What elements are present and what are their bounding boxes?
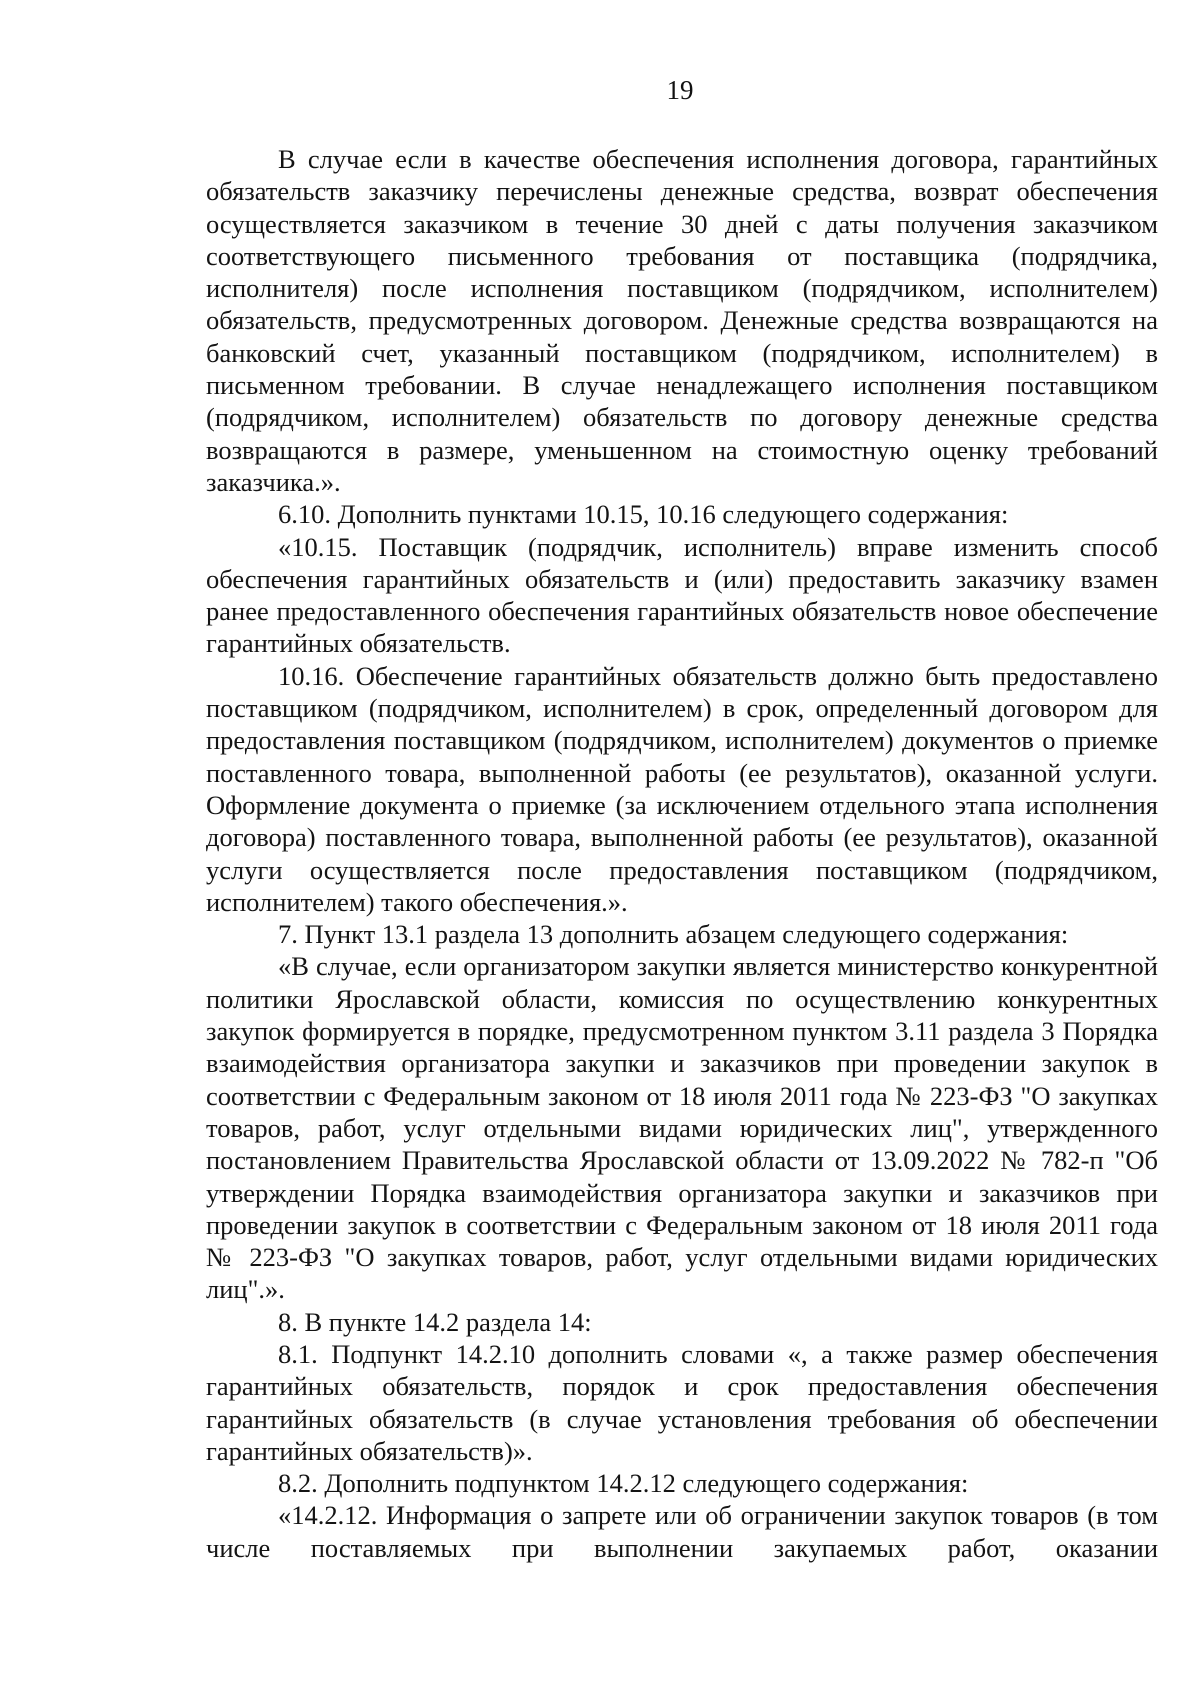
- paragraph-item-8-1: 8.1. Подпункт 14.2.10 дополнить словами «, а также размер обеспечения гарантийных обязательств, порядок и срок предоставления обеспечения гарантийных обязательств (в случае установления требования об обеспечении гарантийных обязательств)».: [206, 1338, 1158, 1466]
- paragraph-item-10-15: «10.15. Поставщик (подрядчик, исполнитель) вправе изменить способ обеспечения гарантийных обязательств и (или) предоставить заказчику взамен ранее предоставленного обеспечения гарантийных обязательств новое обеспечение гарантийных обязательств.: [206, 531, 1158, 659]
- paragraph-item-6-10: 6.10. Дополнить пунктами 10.15, 10.16 следующего содержания:: [278, 499, 1009, 530]
- paragraph-item-14-2-12: «14.2.12. Информация о запрете или об ограничении закупок товаров (в том числе поставляемых при выполнении закупаемых работ, оказании: [206, 1500, 1158, 1563]
- paragraph-item-8: 8. В пункте 14.2 раздела 14:: [278, 1306, 592, 1337]
- paragraph-item-10-16: 10.16. Обеспечение гарантийных обязательств должно быть предоставлено поставщиком (подрядчиком, исполнителем) в срок, определенный договором для предоставления поставщиком (подрядчиком, исполнителем) документов о приемке поставленного товара, выполненной работы (ее результатов), оказанной услуги. Оформление документа о приемке (за исключением отдельного этапа исполнения договора) поставленного товара, выполненной работы (ее результатов), оказанной услуги осуществляется после предоставления поставщиком (подрядчиком, исполнителем) такого обеспечения.».: [206, 660, 1158, 917]
- paragraph-item-7: 7. Пункт 13.1 раздела 13 дополнить абзацем следующего содержания:: [278, 919, 1069, 950]
- document-body: [206, 143, 1158, 1564]
- paragraph-item-13-1-addition: «В случае, если организатором закупки является министерство конкурентной политики Ярославской области, комиссия по осуществлению конкурентных закупок формируется в порядке, предусмотренном пунктом 3.11 раздела 3 Порядка взаимодействия организатора закупки и заказчиков при проведении закупок в соответствии с Федеральным законом от 18 июля 2011 года № 223-ФЗ "О закупках товаров, работ, услуг отдельными видами юридических лиц", утвержденного постановлением Правительства Ярославской области от 13.09.2022 № 782-п "Об утверждении Порядка взаимодействия организатора закупки и заказчиков при проведении закупок в соответствии с Федеральным законом от 18 июля 2011 года № 223-ФЗ "О закупках товаров, работ, услуг отдельными видами юридических лиц".».: [206, 951, 1158, 1305]
- paragraph-deposit-return: В случае если в качестве обеспечения исполнения договора, гарантийных обязательств заказчику перечислены денежные средства, возврат обеспечения осуществляется заказчиком в течение 30 дней с даты получения заказчиком соответствующего письменного требования от поставщика (подрядчика, исполнителя) после исполнения поставщиком (подрядчиком, исполнителем) обязательств, предусмотренных договором. Денежные средства возвращаются на банковский счет, указанный поставщиком (подрядчиком, исполнителем) в письменном требовании. В случае ненадлежащего исполнения поставщиком (подрядчиком, исполнителем) обязательств по договору денежные средства возвращаются в размере, уменьшенном на стоимостную оценку требований заказчика.».: [206, 144, 1158, 497]
- paragraph-item-8-2: 8.2. Дополнить подпунктом 14.2.12 следующего содержания:: [278, 1468, 969, 1499]
- page-number: 19: [666, 75, 694, 105]
